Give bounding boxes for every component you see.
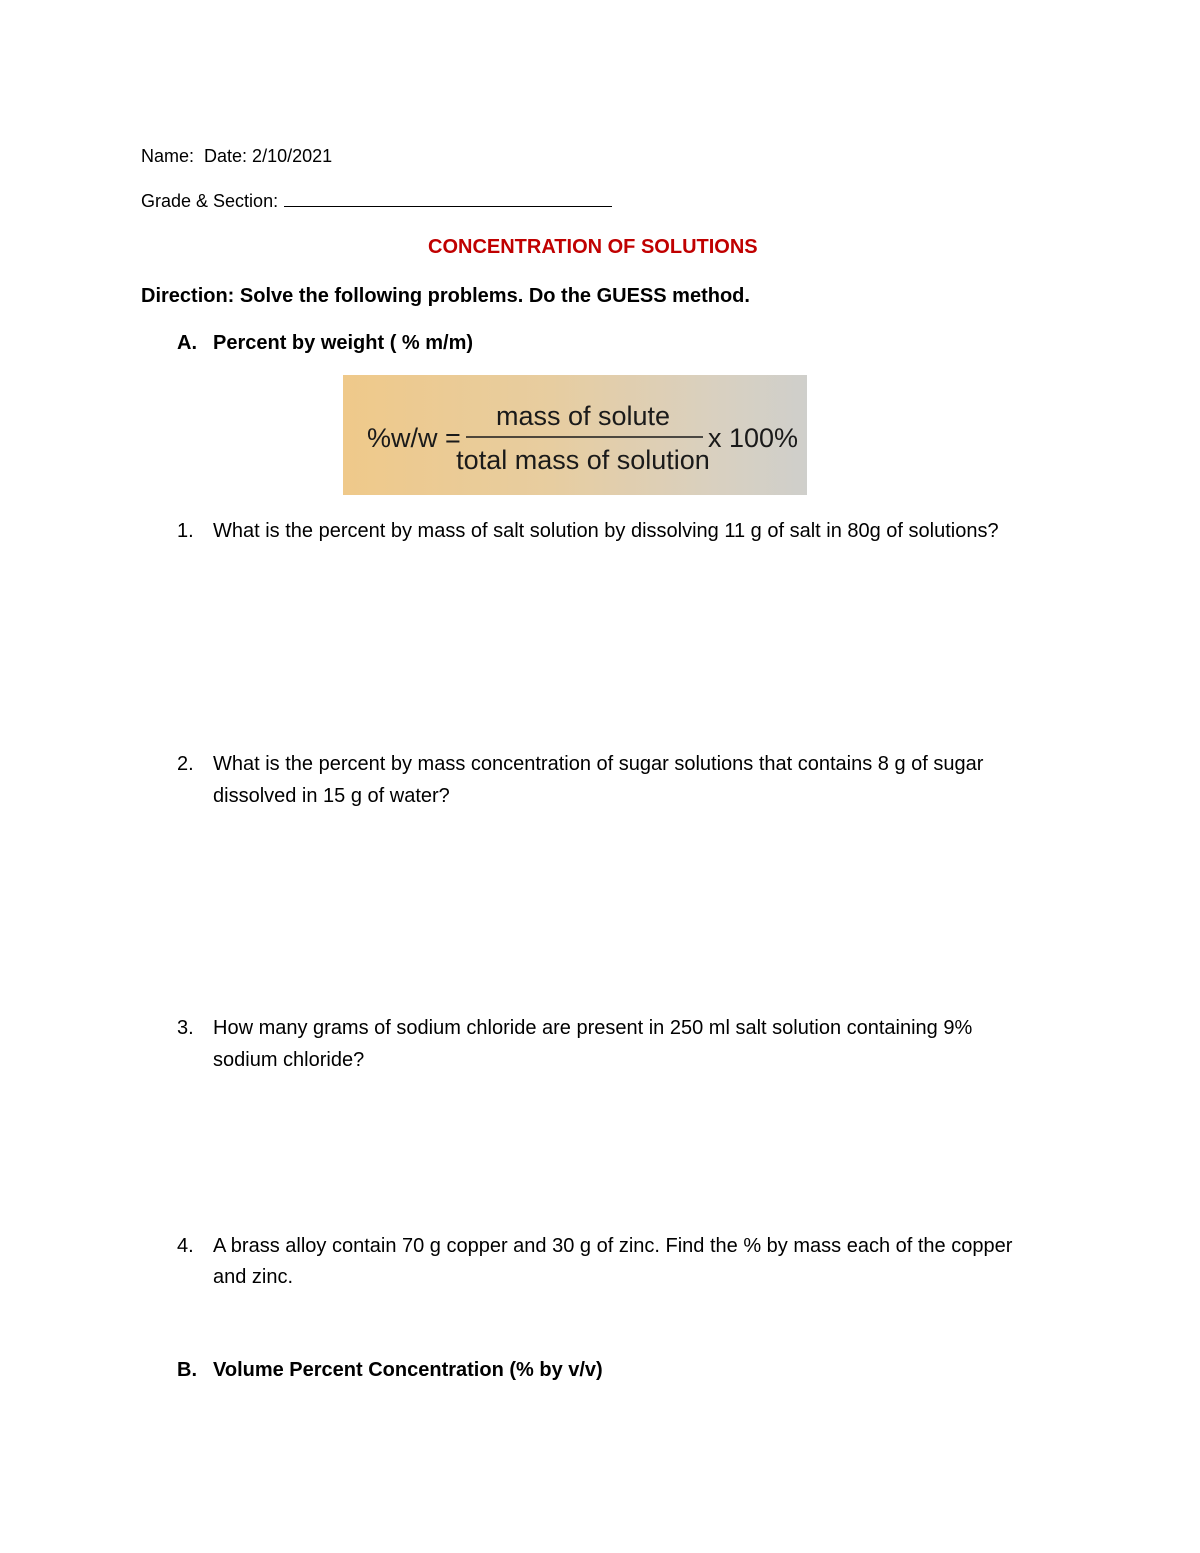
grade-section-line (141, 190, 612, 212)
direction-text: Direction: Solve the following problems. Do the GUESS method. (141, 285, 750, 307)
question-4-number: 4. (177, 1235, 194, 1257)
formula-multiplier: x 100% (708, 423, 799, 453)
question-3 (177, 1017, 972, 1040)
section-a-letter: A. (177, 332, 197, 354)
section-b-title: Volume Percent Concentration (% by v/v) (213, 1359, 603, 1381)
question-1-number: 1. (177, 520, 194, 542)
question-2-text-line1: What is the percent by mass concentration of sugar solutions that contains 8 g of sugar (213, 753, 984, 775)
date-label: Date: 2/10/2021 (204, 146, 333, 166)
formula-numerator: mass of solute (495, 401, 671, 431)
question-4-line2: and zinc. (213, 1266, 294, 1288)
question-2-number: 2. (177, 753, 194, 775)
question-1 (177, 520, 999, 543)
name-date-line (141, 146, 332, 167)
question-3-text-line1: How many grams of sodium chloride are present in 250 ml salt solution containing 9% (213, 1017, 973, 1039)
percent-weight-formula (343, 375, 807, 495)
section-a-heading (177, 332, 473, 355)
question-4 (177, 1235, 1012, 1258)
question-3-number: 3. (177, 1017, 194, 1039)
section-a-title: Percent by weight ( % m/m) (213, 332, 474, 354)
section-b-letter: B. (177, 1359, 197, 1381)
section-b-heading (177, 1359, 603, 1382)
question-4-text-line1: A brass alloy contain 70 g copper and 30 g of zinc. Find the % by mass each of the copper (213, 1235, 1013, 1257)
name-label: Name: (141, 146, 195, 166)
question-1-text: What is the percent by mass of salt solution by dissolving 11 g of salt in 80g of solutions? (213, 520, 999, 542)
question-2-line2: dissolved in 15 g of water? (213, 785, 450, 807)
page-title: CONCENTRATION OF SOLUTIONS (428, 236, 758, 258)
grade-section-label: Grade & Section: (141, 191, 279, 211)
question-2 (177, 753, 983, 776)
formula-graphic (343, 375, 807, 495)
formula-denominator: total mass of solution (456, 445, 710, 475)
formula-lhs: %w/w = (367, 423, 461, 453)
question-3-line2: sodium chloride? (213, 1049, 365, 1071)
grade-section-blank[interactable] (284, 190, 612, 207)
